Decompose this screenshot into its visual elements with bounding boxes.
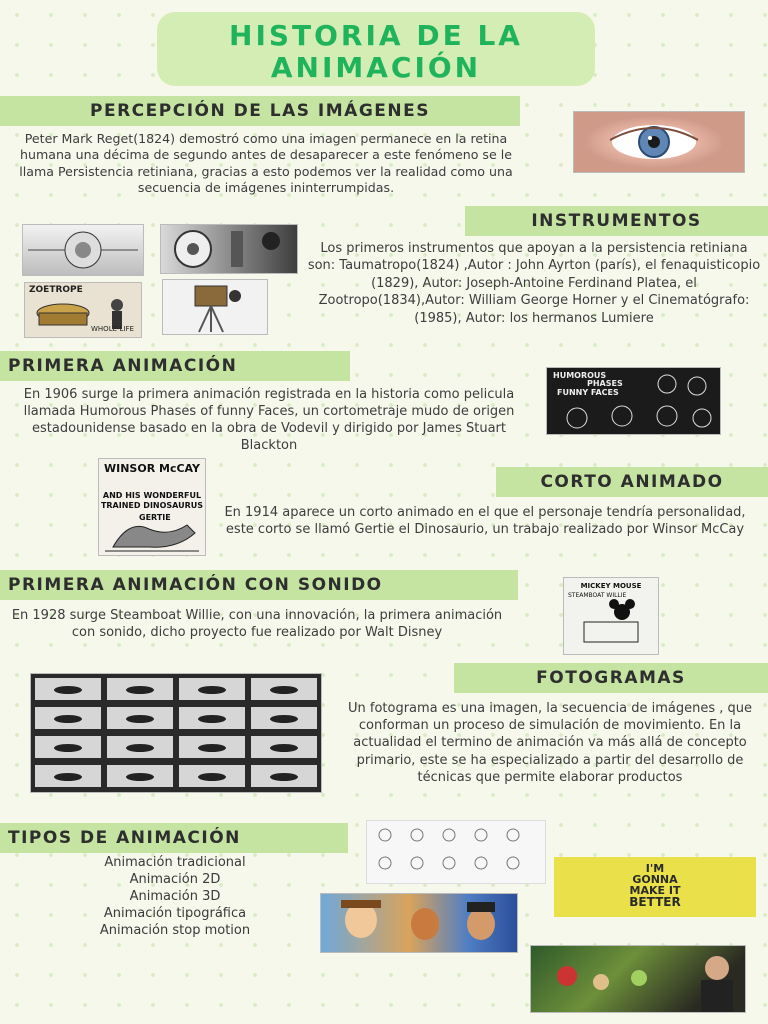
thaumatrope-image (22, 224, 144, 276)
text-percepcion: Peter Mark Reget(1824) demostró como una imagen permanece en la retina humana una décima de segundo antes de desaparecer a este fenómeno se le llama Persistencia retiniana, gracias a esto podemos ver la realidad como una secuencia de imágenes ininterrumpidas. (19, 131, 513, 196)
make-it-line-3: MAKE IT (629, 884, 681, 897)
list-item: Animación tipográfica (103, 906, 247, 921)
make-it-line-1: I'M (645, 862, 665, 875)
list-item: Animación stop motion (99, 923, 251, 938)
characters-image (320, 893, 518, 953)
list-item: Animación 2D (129, 872, 221, 887)
heading-sonido: PRIMERA ANIMACIÓN CON SONIDO (0, 570, 518, 600)
heading-tipos: TIPOS DE ANIMACIÓN (0, 823, 348, 853)
sketch-frames-image (366, 820, 546, 884)
make-it-line-4: BETTER (629, 895, 681, 909)
heading-primera-animacion: PRIMERA ANIMACIÓN (0, 351, 350, 381)
list-item: Animación 3D (129, 889, 221, 904)
gertie-poster-image (98, 458, 206, 556)
trained-label-1: AND HIS WONDERFUL (102, 491, 202, 500)
gertie-label: GERTIE (139, 513, 171, 522)
page-title (157, 12, 595, 86)
eye-icon (574, 112, 744, 172)
text-corto-animado: En 1914 aparece un corto animado en el que el personaje tendría personalidad, este corto se llamó Gertie el Dinosaurio, un trabajo realizado por Winsor McCay (224, 505, 746, 537)
zoetrope-image (24, 282, 142, 338)
heading-fotogramas: FOTOGRAMAS (454, 663, 768, 693)
cinematograph-image (162, 279, 268, 335)
title-line-1: HISTORIA DE LA (229, 19, 523, 52)
whole-life-label: WHOLE-LIFE (91, 325, 134, 333)
list-item: Animación tradicional (104, 855, 246, 870)
tipos-list (70, 854, 280, 939)
typography-image (554, 857, 756, 917)
humorous-label-2: PHASES (587, 379, 623, 388)
text-fotogramas: Un fotograma es una imagen, la secuencia de imágenes , que conforman un proceso de simulación de movimiento. En la actualidad el termino de animación va más allá de concepto primario, este se ha especializado a partir del desarrollo de técnicas que permite elaborar productos (347, 701, 752, 785)
winsor-label: WINSOR McCAY (104, 462, 200, 475)
zoetrope-label: ZOETROPE (29, 285, 83, 295)
text-sonido: En 1928 surge Steamboat Willie, con una innovación, la primera animación con sonido, dicho proyecto fue realizado por Walt Disney (11, 608, 503, 640)
make-it-line-2: GONNA (632, 873, 678, 886)
phenakistoscope-image (160, 224, 298, 274)
heading-percepcion: PERCEPCIÓN DE LAS IMÁGENES (0, 96, 520, 126)
stop-motion-image (530, 945, 746, 1013)
humorous-phases-image (546, 367, 721, 435)
title-line-2: ANIMACIÓN (270, 51, 482, 84)
trained-label-2: TRAINED DINOSAURUS (100, 501, 204, 510)
steamboat-label: STEAMBOAT WILLIE (568, 592, 627, 599)
mickey-label: MICKEY MOUSE (580, 582, 642, 590)
horse-frames-image (30, 673, 322, 793)
eye-image (573, 111, 745, 173)
humorous-label-1: HUMOROUS (553, 371, 607, 380)
steamboat-poster-image (563, 577, 659, 655)
heading-instrumentos: INSTRUMENTOS (465, 206, 768, 236)
text-instrumentos: Los primeros instrumentos que apoyan a la persistencia retiniana son: Taumatropo(1824) ,Autor : John Ayrton (parís), el fenaquisticopio (1829), Autor: Joseph-Antoine Ferdinand Platea, el Zootropo(1834),Autor: William George Horner y el Cinematógrafo:(1985), Autor: los hermanos Lumiere (307, 241, 761, 326)
text-primera-animacion: En 1906 surge la primera animación registrada en la historia como pelicula llamada Humorous Phases of funny Faces, un cortometraje mudo de origen estadounidense basado en la obra de Vodevil y dirigido por James Stuart Blackton (23, 387, 515, 453)
humorous-label-3: FUNNY FACES (557, 388, 619, 397)
heading-corto-animado: CORTO ANIMADO (496, 467, 768, 497)
